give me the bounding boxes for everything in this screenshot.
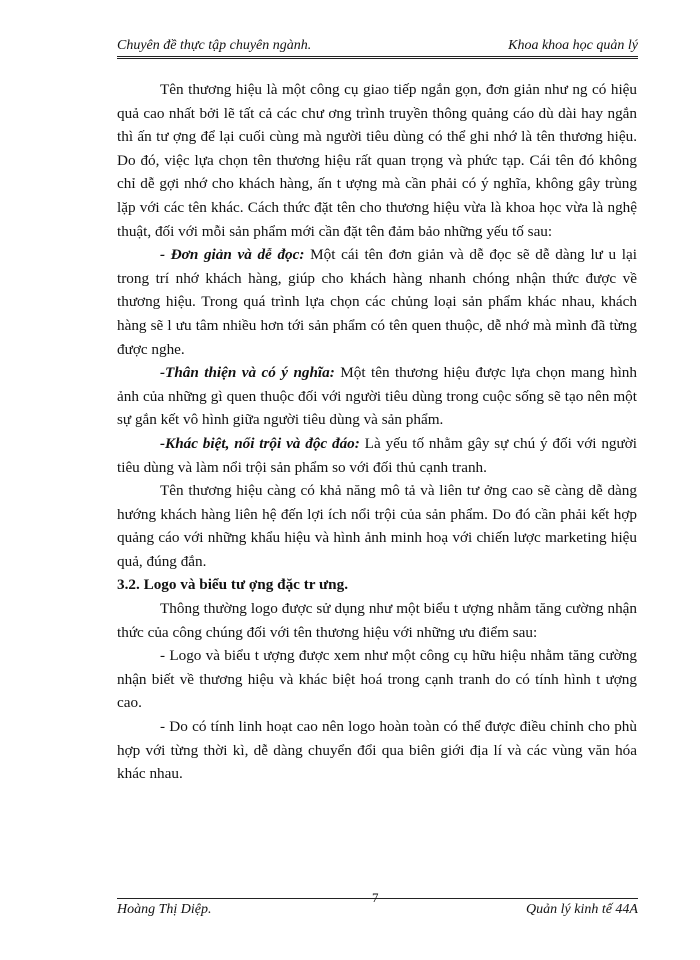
paragraph-text: Tên thương hiệu càng có khả năng mô tả và liên tư ởng cao sẽ càng dễ dàng hướng khách hàng liên hệ đến lợi ích nổi trội của sản phẩm. Do đó cần phải kết hợp quảng cáo với những khẩu hiệu và hình ảnh minh hoạ với chiến lược marketing hiệu quả, đúng đắn. (117, 482, 637, 570)
footer-left: Hoàng Thị Diệp. (117, 902, 212, 917)
paragraph (117, 479, 637, 573)
paragraph-text: - Logo và biểu t ượng được xem như một công cụ hữu hiệu nhằm tăng cường nhận biết về thương hiệu và khác biệt hoá trong cạnh tranh do có tính hình t ượng cao. (117, 647, 637, 712)
header-right: Khoa khoa học quản lý (508, 38, 638, 53)
paragraph-text: Một tên thương hiệu được lựa chọn mang hình ảnh của những gì quen thuộc đối với người tiêu dùng trong cuộc sống sẽ tạo nên một sự gắn kết vô hình giữa người tiêu dùng và sản phẩm. (117, 364, 637, 429)
paragraph-text: - Do có tính linh hoạt cao nên logo hoàn toàn có thể được điều chỉnh cho phù hợp với từng thời kì, dễ dàng chuyển đổi qua biên giới địa lí và các vùng văn hóa khác nhau. (117, 718, 637, 783)
paragraph-text: Là yếu tố nhằm gây sự chú ý đối với người tiêu dùng và làm nổi trội sản phẩm so với đối thủ cạnh tranh. (117, 434, 637, 476)
paragraph-text: Tên thương hiệu là một công cụ giao tiếp ngắn gọn, đơn giản như ng có hiệu quả cao nhất bởi lẽ tất cả các chư ơng trình truyền thông quảng cáo dù dài hay ngắn thì ấn tư ợng để lại cuối cùng mà người tiêu dùng có thể ghi nhớ là tên thương hiệu. Do đó, việc lựa chọn tên thương hiệu rất quan trọng và phức tạp. Cái tên đó không chỉ dễ gợi nhớ cho khách hàng, ấn t ượng mà cần phải có ý nghĩa, không gây trùng lặp với các tên khác. Cách thức đặt tên cho thương hiệu vừa là khoa học vừa là nghệ thuật, đối với mỗi sản phẩm mới cần đặt tên đảm bảo những yếu tố sau: (117, 81, 637, 240)
paragraph (117, 361, 637, 432)
paragraph-lead: -Khác biệt, nổi trội và độc đáo: (160, 434, 360, 452)
paragraph (117, 432, 637, 479)
document-body (117, 78, 637, 786)
paragraph-text: Thông thường logo được sử dụng như một biểu t ượng nhằm tăng cường nhận thức của công chúng đối với tên thương hiệu với những ưu điểm sau: (117, 600, 637, 641)
paragraph (117, 78, 637, 243)
page-number: 7 (372, 890, 379, 905)
paragraph-lead: -Thân thiện và có ý nghĩa: (160, 364, 335, 382)
paragraph-text: Một cái tên đơn giản và dễ đọc sẽ dễ dàng lư u lại trong trí nhớ khách hàng, giúp cho khách hàng nhanh chóng nhận thức được về thương hiệu. Trong quá trình lựa chọn các chủng loại sản phẩm khác nhau, khách hàng sẽ l ưu tâm nhiều hơn tới sản phẩm có tên quen thuộc, dễ nhớ mà mình đã từng được nghe. (117, 246, 637, 358)
page-footer (117, 890, 638, 918)
paragraph (117, 243, 637, 361)
paragraph (117, 715, 637, 786)
paragraph-lead: - Đơn giản và dễ đọc: (160, 246, 305, 264)
paragraph (117, 644, 637, 715)
paragraph (117, 597, 637, 644)
footer-right: Quản lý kinh tế 44A (526, 902, 638, 917)
page-header (117, 38, 638, 59)
section-heading: 3.2. Logo và biểu tư ợng đặc tr ưng. (117, 576, 348, 594)
header-left: Chuyên đề thực tập chuyên ngành. (117, 38, 312, 53)
